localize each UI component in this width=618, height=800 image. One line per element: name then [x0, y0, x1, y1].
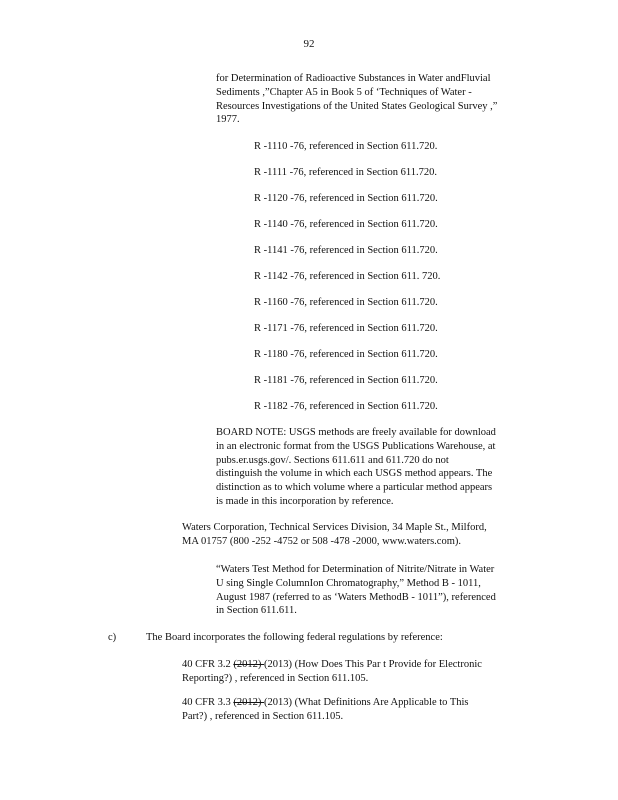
cfr-line: Reporting?) , referenced in Section 611.105. — [182, 672, 369, 684]
cfr-citation-3-2 — [182, 658, 512, 686]
source-line: Waters Corporation, Technical Services Division, 34 Maple St., Milford, — [182, 522, 487, 533]
citation-line: “Waters Test Method for Determination of Nitrite/Nitrate in Water — [216, 564, 495, 575]
reference-item: R -1181 -76, referenced in Section 611.720. — [254, 375, 438, 386]
citation-line: Sediments ,”Chapter A5 in Book 5 of ‘Techniques of Water - — [216, 86, 472, 98]
board-note-line: is made in this incorporation by reference. — [216, 495, 394, 507]
board-note-line: BOARD NOTE: USGS methods are freely available for download — [216, 427, 496, 438]
source-line: MA 01757 (800 -252 -4752 or 508 -478 -2000, www.waters.com). — [182, 535, 461, 547]
reference-item: R -1142 -76, referenced in Section 611. 720. — [254, 271, 441, 282]
reference-item: R -1141 -76, referenced in Section 611.720. — [254, 245, 438, 256]
usgs-method-citation — [216, 72, 536, 127]
cfr-line: Part?) , referenced in Section 611.105. — [182, 710, 344, 722]
citation-line: Resources Investigations of the United States Geological Survey ,” — [216, 100, 498, 112]
board-note-line: distinguish the volume in which each USGS method appears. The — [216, 468, 493, 480]
struck-year: (2012) — [233, 697, 264, 708]
cfr-title: (2013) (How Does This Par t Provide for Electronic — [263, 659, 482, 670]
reference-item: R -1110 -76, referenced in Section 611.720. — [254, 141, 438, 152]
reference-item: R -1180 -76, referenced in Section 611.720. — [254, 349, 438, 360]
reference-item: R -1182 -76, referenced in Section 611.720. — [254, 401, 438, 412]
cfr-prefix: 40 CFR 3.3 — [182, 697, 234, 708]
citation-line: 1977. — [216, 114, 240, 126]
subsection-text: The Board incorporates the following federal regulations by reference: — [146, 632, 443, 643]
cfr-line — [182, 658, 512, 672]
citation-line: August 1987 (referred to as ‘Waters MethodB - 1011”), referenced — [216, 591, 496, 603]
cfr-line — [182, 696, 512, 710]
page-number: 92 — [303, 38, 315, 50]
board-note-line: distinction as to which volume where a particular method appears — [216, 482, 493, 494]
reference-item: R -1140 -76, referenced in Section 611.720. — [254, 219, 438, 230]
cfr-prefix: 40 CFR 3.2 — [182, 659, 234, 670]
waters-method-citation — [216, 563, 542, 618]
citation-line: U sing Single ColumnIon Chromatography,” Method B - 1011, — [216, 577, 481, 589]
citation-line: in Section 611.611. — [216, 605, 297, 617]
cfr-citation-3-3 — [182, 696, 512, 724]
board-note-line: pubs.er.usgs.gov/. Sections 611.611 and 611.720 do not — [216, 454, 449, 466]
reference-item: R -1111 -76, referenced in Section 611.720. — [254, 167, 438, 178]
waters-corporation-source — [182, 521, 542, 549]
reference-item: R -1171 -76, referenced in Section 611.720. — [254, 323, 438, 334]
struck-year: (2012) — [233, 659, 264, 670]
reference-item: R -1160 -76, referenced in Section 611.720. — [254, 297, 438, 308]
reference-item: R -1120 -76, referenced in Section 611.720. — [254, 193, 438, 204]
subsection-label: c) — [108, 632, 117, 643]
cfr-title: (2013) (What Definitions Are Applicable to This — [263, 697, 469, 708]
citation-line: for Determination of Radioactive Substances in Water andFluvial — [216, 73, 491, 84]
board-note-line: in an electronic format from the USGS Publications Warehouse, at — [216, 440, 496, 452]
board-note — [216, 426, 541, 509]
